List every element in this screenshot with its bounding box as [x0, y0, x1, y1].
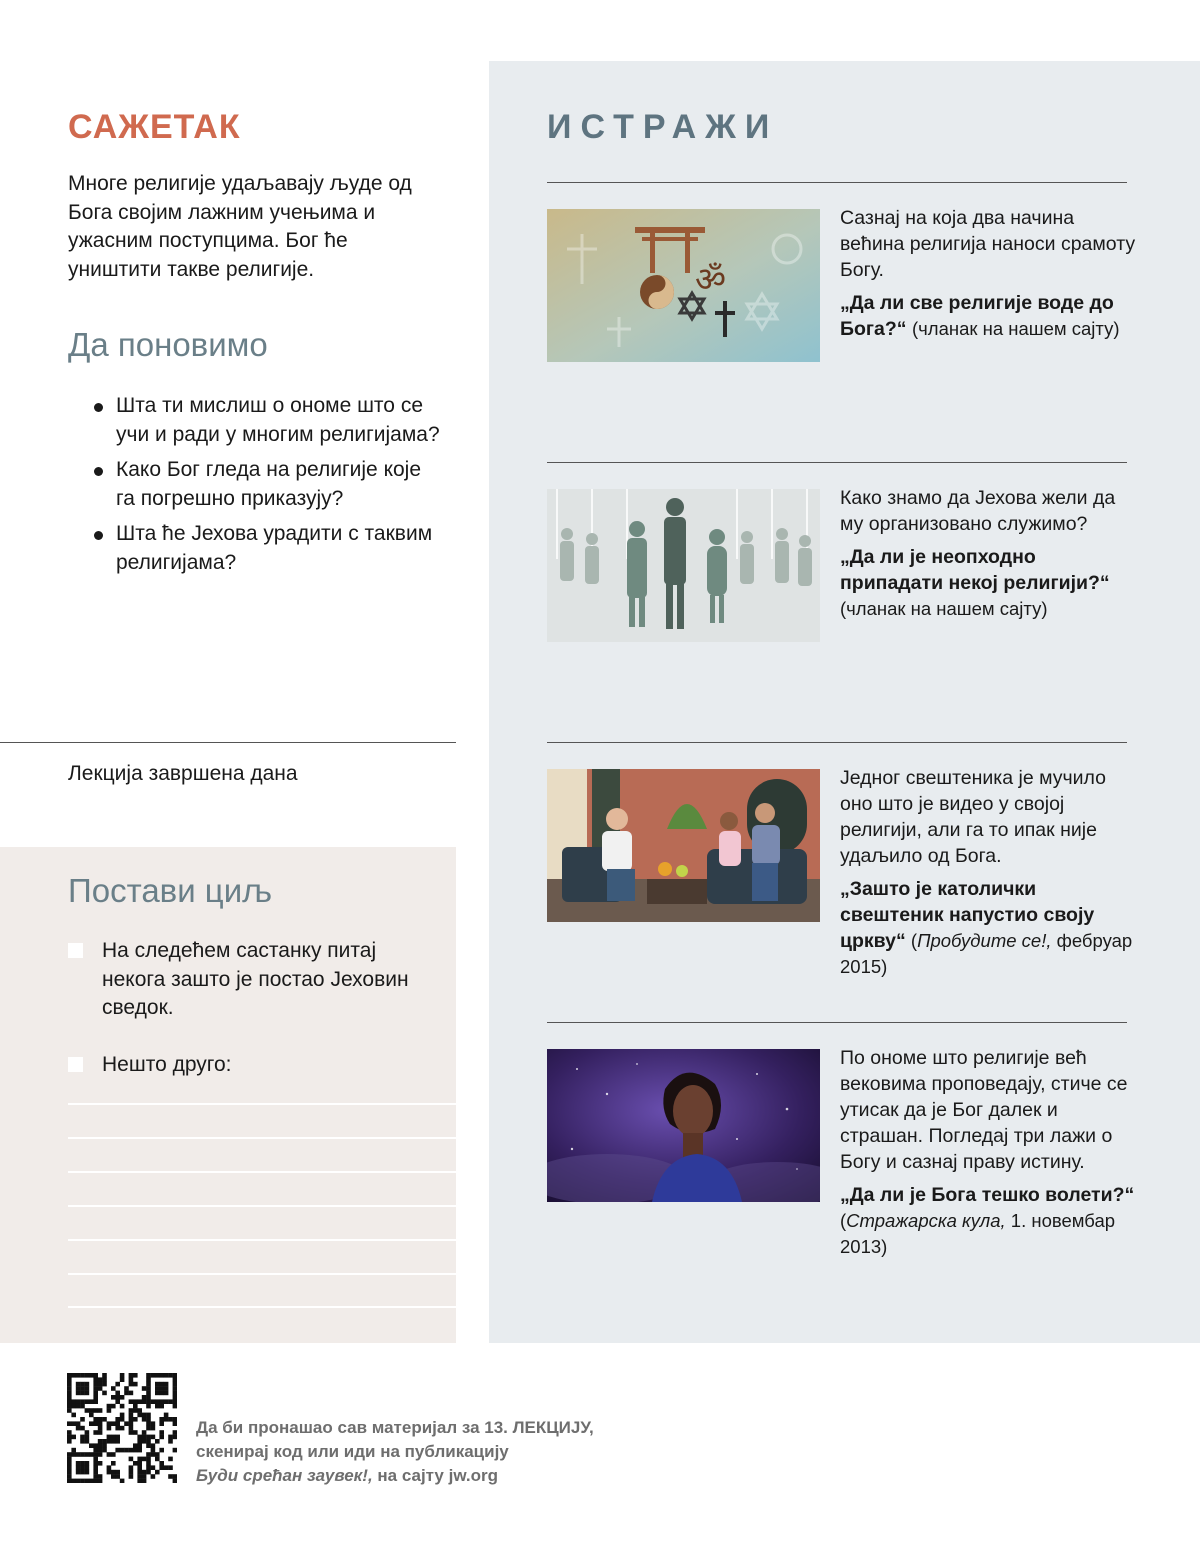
divider — [0, 742, 456, 743]
religious-symbols-image[interactable] — [547, 209, 820, 362]
explore-entry-text — [840, 765, 1140, 980]
divider — [547, 1022, 1127, 1023]
write-line[interactable] — [68, 1137, 456, 1139]
review-question: Шта ти мислиш о ономе што се учи и ради у многим религијама? — [92, 392, 442, 449]
qr-code-icon[interactable] — [67, 1373, 177, 1483]
divider — [547, 182, 1127, 183]
write-line[interactable] — [68, 1171, 456, 1173]
explore-entry-text — [840, 205, 1140, 342]
entry-title-link[interactable]: „Да ли све религије воде до Бога?“ — [840, 292, 1114, 340]
footer-line: Да би пронашао сав материјал за 13. ЛЕКЦИЈУ, — [196, 1418, 594, 1437]
entry-description: Једног свештеника је мучило оно што је видео у својој религији, али га то ипак није удаљило од Бога. — [840, 767, 1106, 867]
summary-text: Многе религије удаљавају људе од Бога својим лажним учењима и ужасним поступцима. Бог ће уништити такве религије. — [68, 172, 412, 281]
entry-description: По ономе што религије већ вековима проповедају, стиче се утисак да је Бог далек и страшан. Погледај три лажи о Богу и сазнај праву истину. — [840, 1047, 1128, 1173]
goal-item-label: Нешто друго: — [102, 1053, 232, 1076]
entry-source: (Стражарска кула, 1. новембар 2013) — [840, 1210, 1116, 1257]
entry-title-link[interactable]: „Зашто је католички свештеник напустио своју цркву“ — [840, 878, 1095, 952]
write-line[interactable] — [68, 1306, 456, 1308]
congregation-people-image[interactable] — [547, 489, 820, 642]
review-question: Како Бог гледа на религије које га погрешно приказују? — [92, 456, 442, 513]
entry-description: Сазнај на која два начина већина религија наноси срамоту Богу. — [840, 207, 1136, 281]
night-sky-illustration — [547, 1049, 820, 1202]
divider — [547, 742, 1127, 743]
svg-text:ॐ: ॐ — [695, 260, 727, 300]
write-line[interactable] — [68, 1239, 456, 1241]
qr-code-graphic — [67, 1373, 177, 1483]
woman-night-sky-image[interactable] — [547, 1049, 820, 1202]
goal-checkbox[interactable] — [68, 1057, 83, 1072]
religious-symbols-illustration — [547, 209, 820, 362]
entry-source: (Пробудите се!, фебруар 2015) — [840, 930, 1133, 977]
goal-item — [68, 1051, 428, 1080]
explore-title: ИСТРАЖИ — [547, 108, 779, 146]
lesson-completed-label: Лекција завршена дана — [68, 762, 298, 785]
goal-title: Постави циљ — [68, 872, 273, 909]
summary-title: САЖЕТАК — [68, 108, 241, 146]
write-line[interactable] — [68, 1205, 456, 1207]
goal-item-label: На следећем састанку питај некога зашто је постао Јеховин сведок. — [102, 939, 409, 1019]
book-title: Буди срећан заувек!, — [196, 1466, 373, 1485]
footer-line: скенирај код или иди на публикацију — [196, 1442, 509, 1461]
entry-title-link[interactable]: „Да ли је Бога тешко волети?“ — [840, 1184, 1135, 1206]
review-question: Шта ће Јехова урадити с таквим религијама? — [92, 520, 442, 577]
review-questions — [92, 392, 442, 584]
divider — [547, 462, 1127, 463]
explore-entry-text — [840, 1045, 1140, 1260]
entry-source: (чланак на нашем сајту) — [840, 598, 1048, 619]
entry-title-link[interactable]: „Да ли је неопходно припадати некој религији?“ — [840, 546, 1110, 594]
footer-text — [196, 1416, 594, 1488]
write-line[interactable] — [68, 1103, 456, 1105]
goal-checkbox[interactable] — [68, 943, 83, 958]
entry-source: (чланак на нашем сајту) — [911, 318, 1120, 339]
goal-item — [68, 937, 428, 1023]
write-line[interactable] — [68, 1273, 456, 1275]
review-title: Да поновимо — [68, 326, 268, 363]
congregation-illustration — [547, 489, 820, 642]
conversation-illustration — [547, 769, 820, 922]
priest-conversation-image[interactable] — [547, 769, 820, 922]
entry-description: Како знамо да Јехова жели да му организовано служимо? — [840, 487, 1116, 535]
goal-box — [0, 847, 456, 1343]
explore-entry-text — [840, 485, 1140, 622]
footer-line[interactable]: на сајту jw.org — [372, 1466, 499, 1485]
